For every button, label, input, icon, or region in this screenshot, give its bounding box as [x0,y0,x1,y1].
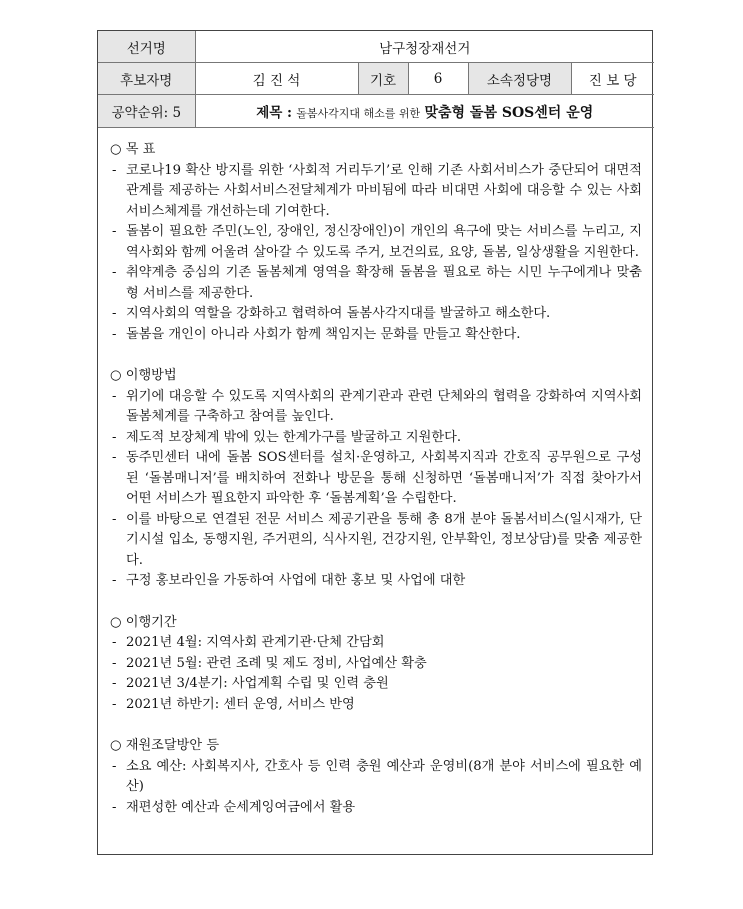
candidate-name: 김 진 석 [195,63,358,95]
section-goals [110,140,642,345]
list-item: - 2021년 3/4분기: 사업계획 수립 및 인력 충원 [110,674,642,695]
list-item: - 동주민센터 내에 돌봄 SOS센터를 설치·운영하고, 사회복지직과 간호직 공무원으로 구성된 ‘돌봄매니저’를 배치하여 전화나 방문을 통해 신청하면 ‘돌봄매니저’가 직접 찾아가서 어떤 서비스가 필요한지 파악한 후 ‘돌봄계획’을 수립한다. [110,448,642,510]
list-item: - 2021년 4월: 지역사회 관계기관·단체 간담회 [110,633,642,654]
section-heading: ○ 이행기간 [110,614,177,630]
pledge-document [97,30,653,855]
rank-label: 공약순위: 5 [98,95,195,128]
section-heading: ○ 이행방법 [110,368,177,383]
number-label: 기호 [358,63,408,95]
list-item: - 제도적 보장체계 밖에 있는 한계가구를 발굴하고 지원한다. [110,428,642,449]
list-item: - 코로나19 확산 방지를 위한 ‘사회적 거리두기’로 인해 기존 사회서비스가 중단되어 대면적 관계를 제공하는 사회서비스전달체계가 마비됨에 따라 비대면 사회에 대응할 수 있는 사회서비스체계를 개선하는데 기여한다. [110,161,642,223]
pledge-body [98,128,652,818]
list-item: - 2021년 5월: 관련 조례 및 제도 정비, 사업예산 확충 [110,654,642,675]
list-item: - 재편성한 예산과 순세계잉여금에서 활용 [110,798,642,819]
section-heading: ○ 목 표 [110,142,156,157]
title-main: 맞춤형 돌봄 SOS센터 운영 [424,104,594,121]
list-item: - 이를 바탕으로 연결된 전문 서비스 제공기관을 통해 총 8개 분야 돌봄서비스(일시재가, 단기시설 입소, 동행지원, 주거편의, 식사지원, 건강지원, 안부확인, 정보상담)를 맞춤 제공한다. [110,510,642,572]
title-prefix: 돌봄사각지대 해소를 위한 [296,106,421,120]
list-item: - 돌봄이 필요한 주민(노인, 장애인, 정신장애인)이 개인의 욕구에 맞는 서비스를 누리고, 지역사회와 함께 어울려 살아갈 수 있도록 주거, 보건의료, 요양, 돌봄, 일상생활을 지원한다. [110,222,642,263]
section-funding [110,736,642,818]
title-label: 제목 : [256,104,292,121]
party-label: 소속정당명 [468,63,571,95]
pledge-title [195,95,654,128]
election-value: 남구청장재선거 [195,31,654,63]
number-value: 6 [408,63,468,95]
section-heading: ○ 재원조달방안 등 [110,738,220,753]
header-table [98,31,654,128]
list-item: - 구정 홍보라인을 가동하여 사업에 대한 홍보 및 사업에 대한 [110,571,642,592]
candidate-label: 후보자명 [98,63,195,95]
list-item: - 지역사회의 역할을 강화하고 협력하여 돌봄사각지대를 발굴하고 해소한다. [110,304,642,325]
list-item: - 돌봄을 개인이 아니라 사회가 함께 책임지는 문화를 만들고 확산한다. [110,325,642,346]
list-item: - 2021년 하반기: 센터 운영, 서비스 반영 [110,695,642,716]
party-value: 진 보 당 [571,63,654,95]
election-label: 선거명 [98,31,195,63]
list-item: - 취약계층 중심의 기존 돌봄체계 영역을 확장해 돌봄을 필요로 하는 시민 누구에게나 맞춤형 서비스를 제공한다. [110,263,642,304]
list-item: - 소요 예산: 사회복지사, 간호사 등 인력 충원 예산과 운영비(8개 분야 서비스에 필요한 예산) [110,757,642,798]
section-period [110,613,642,716]
section-methods [110,366,642,592]
list-item: - 위기에 대응할 수 있도록 지역사회의 관계기관과 관련 단체와의 협력을 강화하여 지역사회 돌봄체계를 구축하고 참여를 높인다. [110,387,642,428]
